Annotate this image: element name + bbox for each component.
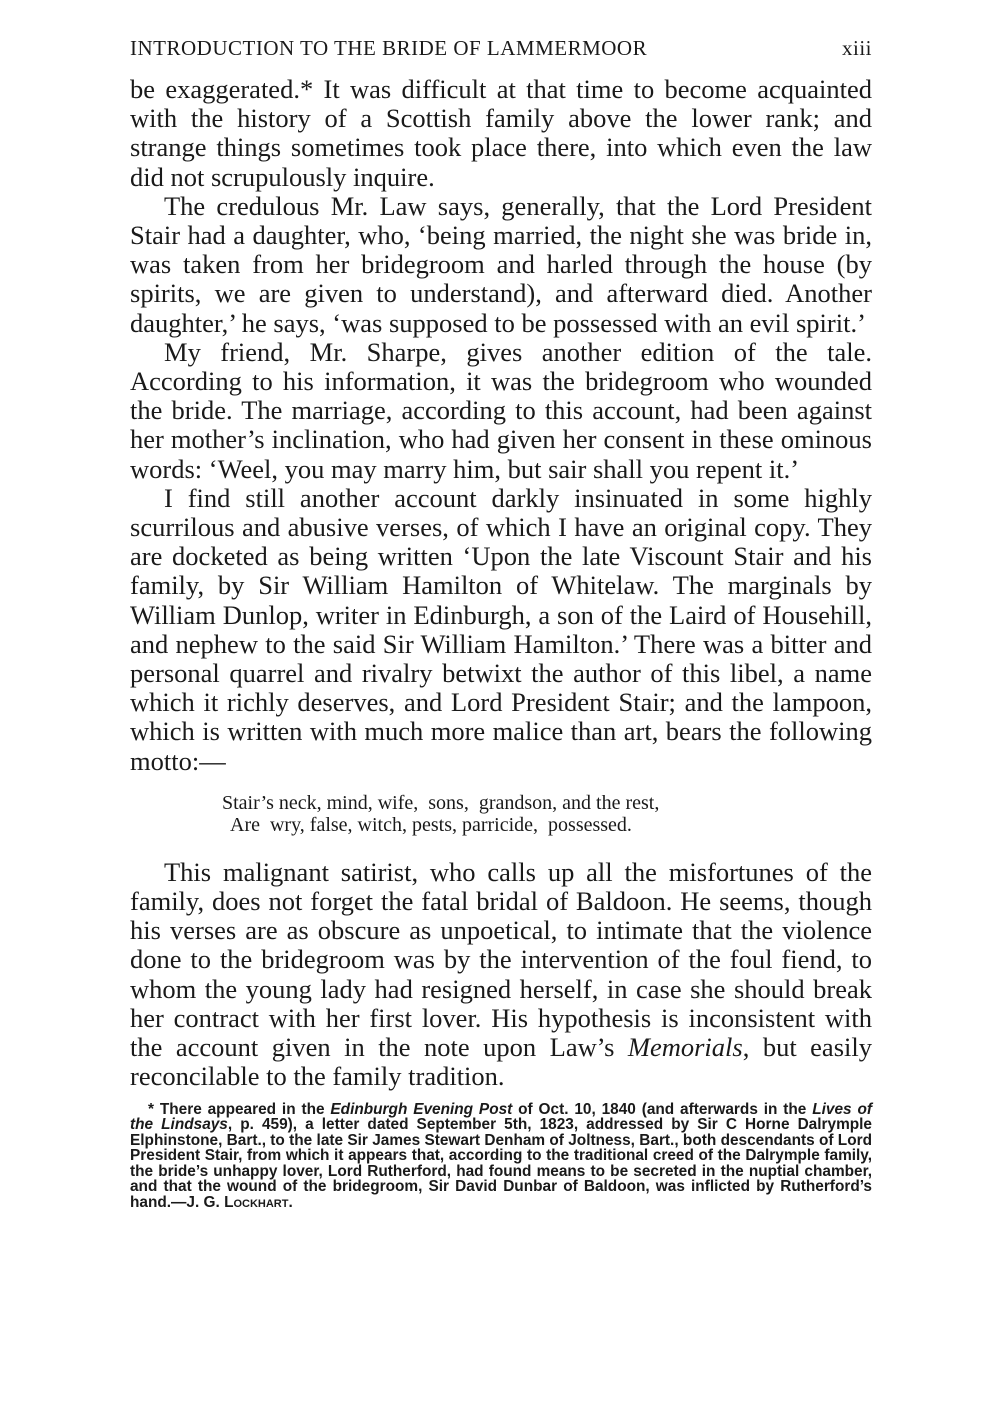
- memorials-title: Memorials: [627, 1032, 743, 1063]
- motto-verse: [222, 792, 872, 836]
- motto-line-1: Stair’s neck, mind, wife, sons, grandson, and the rest,: [222, 791, 660, 814]
- paragraph-5-end: , but easily reconcilable to the family tradition.: [130, 1032, 872, 1092]
- paragraph-4: I find still another account darkly insinuated in some highly scurrilous and abusive verses, of which I have an original copy. They are docketed as being written ‘Upon the late Viscount Stair and his family, by Sir William Hamilton of Whitelaw. The marginals by William Dunlop, writer in Edinburgh, a son of the Laird of Househill, and nephew to the said Sir William Hamilton.’ There was a bitter and personal quarrel and rivalry betwixt the author of this libel, a name which it richly deserves, and Lord President Stair; and the lampoon, which is written with much more malice than art, bears the following motto:—: [130, 482, 872, 776]
- footnote: [130, 1102, 872, 1211]
- footnote-text-2: of Oct. 10, 1840 (and afterwards in the: [512, 1100, 813, 1118]
- paragraph-1: be exaggerated.* It was difficult at that time to become acquainted with the history of a Scottish family above the lower rank; and strange things sometimes took place there, into which even the law did not scrupulously inquire.: [130, 74, 872, 192]
- footnote-book-title: Lives of the Lindsays: [130, 1100, 872, 1134]
- page-number: xiii: [841, 36, 872, 60]
- paragraph-5-text: This malignant satirist, who calls up all the misfortunes of the family, does not forget the fatal bridal of Baldoon. He seems, though his verses are as obscure as unpoetical, to intimate that the violence done to the bridegroom was by the intervention of the foul fiend, to whom the young lady had resigned herself, in case she should break her contract with her first lover. His hypothesis is inconsistent with the account given in the note upon Law’s: [130, 856, 872, 1063]
- footnote-text-3: , p. 459), a letter dated September 5th, 1823, addressed by Sir C Horne Dalrymple Elphinstone, Bart., to the late Sir James Stewart Denham of Joltness, Bart., both descendants of Lord President Stair, from which it appears that, according to the traditional creed of the Dalrymple family, the bride’s unhappy lover, Lord Rutherford, had found means to be secreted in the nuptial chamber, and that the wound of the bridegroom, Sir David Dunbar of Baldoon, was inflicted by Rutherford’s hand.—J. G.: [130, 1116, 872, 1212]
- paragraph-5: [130, 858, 872, 1092]
- footnote-text-1: * There appeared in the: [148, 1100, 331, 1118]
- motto-line-2: Are wry, false, witch, pests, parricide, possessed.: [230, 813, 632, 836]
- running-head-title: INTRODUCTION TO THE BRIDE OF LAMMERMOOR: [130, 36, 648, 60]
- footnote-signature: Lockhart.: [224, 1194, 293, 1212]
- running-head: [130, 36, 872, 61]
- footnote-newspaper-title: Edinburgh Evening Post: [330, 1100, 513, 1118]
- paragraph-3: My friend, Mr. Sharpe, gives another edition of the tale. According to his information, it was the bridegroom who wounded the bride. The marriage, according to this account, had been against her mother’s inclination, who had given her consent in these ominous words: ‘Weel, you may marry him, but sair shall you repent it.’: [130, 336, 872, 484]
- book-page: [130, 36, 872, 1226]
- paragraph-2: The credulous Mr. Law says, generally, that the Lord President Stair had a daughter, who, ‘being married, the night she was bride in, was taken from her bridegroom and harled through the house (by spirits, we are given to understand), and afterward died. Another daughter,’ he says, ‘was supposed to be possessed with an evil spirit.’: [130, 190, 872, 338]
